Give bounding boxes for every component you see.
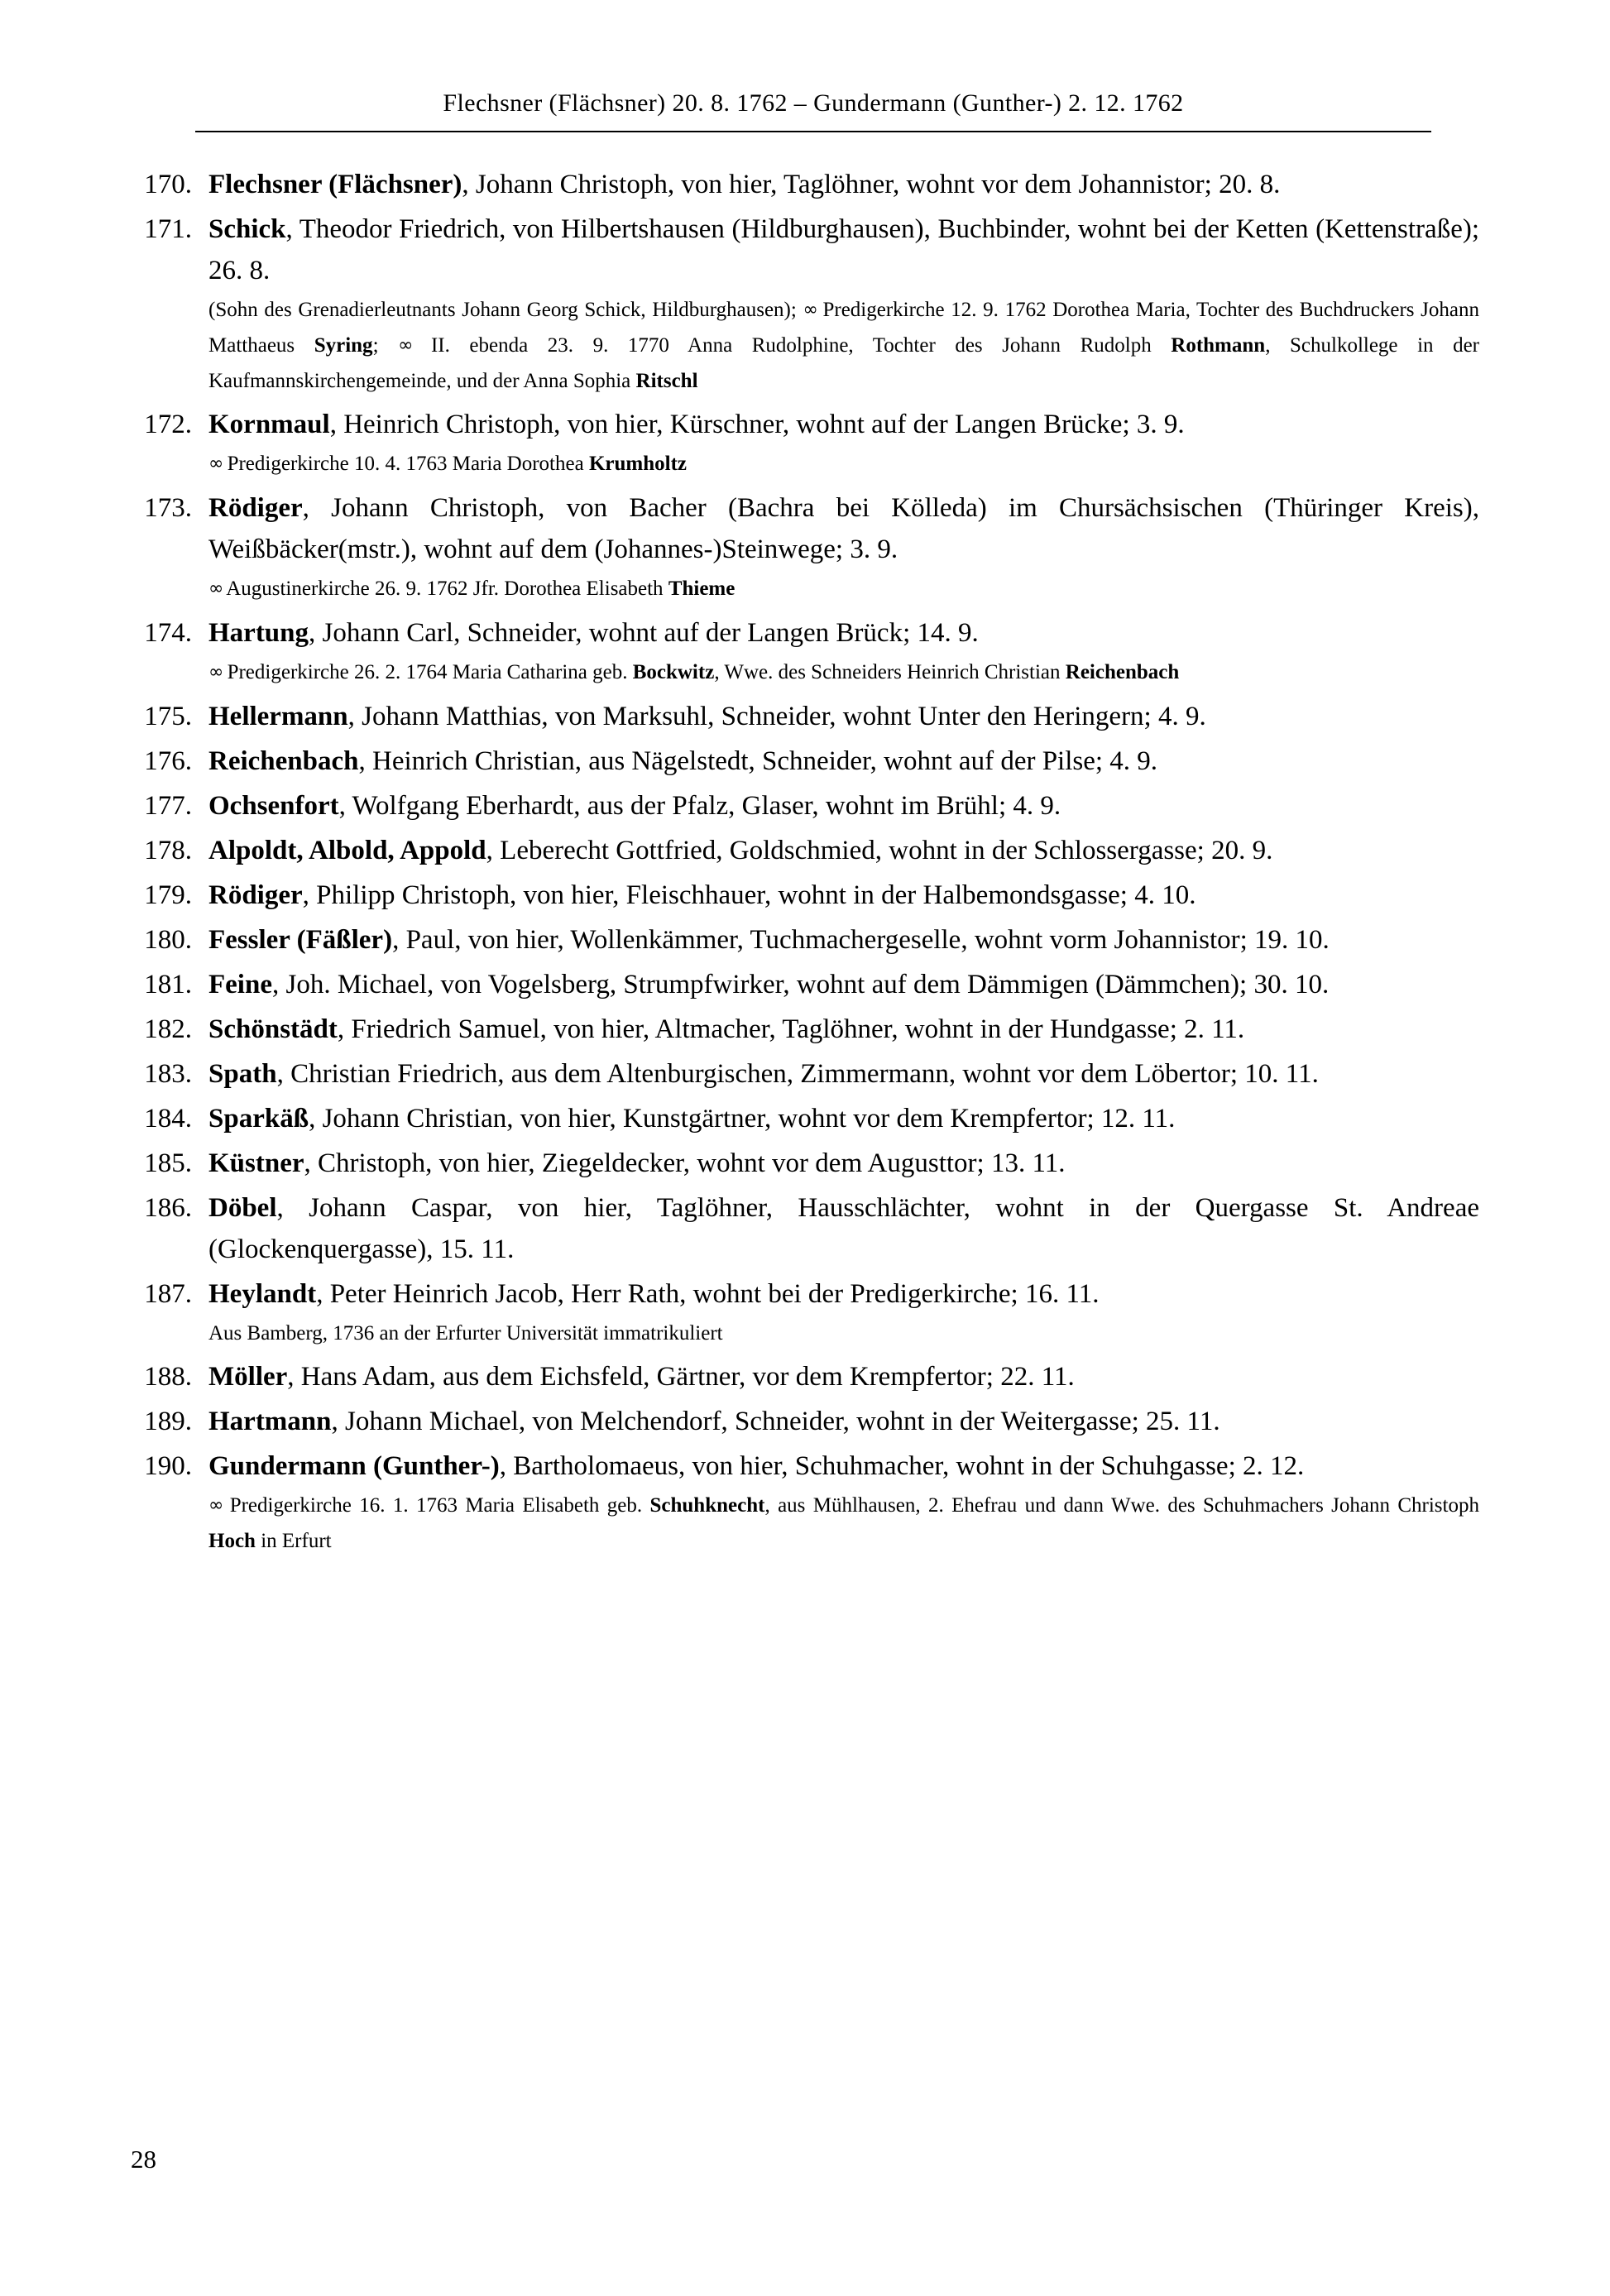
register-entry	[131, 1098, 1479, 1139]
annotation-name: Ritschl	[635, 370, 698, 392]
annotation-text: (Sohn des Grenadierleutnants Johann Georg Schick, Hildburghausen);	[208, 299, 803, 321]
annotation-text: , aus Mühlhausen, 2. Ehefrau und dann Wwe. des Schuhmachers Johann Christoph	[764, 1494, 1479, 1517]
entry-surname: Heylandt	[208, 1279, 317, 1309]
annotation-name: Hoch	[208, 1530, 256, 1552]
entry-number: 188.	[144, 1362, 192, 1392]
entry-text	[208, 1445, 1479, 1487]
entry-surname: Kornmaul	[208, 410, 330, 439]
register-entry	[131, 1009, 1479, 1050]
entry-annotation	[208, 655, 1479, 691]
annotation-name: Reichenbach	[1065, 661, 1180, 683]
entry-surname: Alpoldt, Albold, Appold	[208, 836, 486, 865]
entry-number: 179.	[144, 880, 192, 910]
page-number: 28	[131, 2145, 156, 2174]
entry-surname: Sparkäß	[208, 1104, 309, 1134]
entry-surname: Rödiger	[208, 880, 303, 910]
entry-details: , Johann Michael, von Melchendorf, Schneider, wohnt in der Weitergasse; 25. 11.	[331, 1407, 1220, 1436]
register-entry	[131, 785, 1479, 827]
annotation-name: Thieme	[668, 578, 736, 600]
entry-surname: Flechsner (Flächsner)	[208, 170, 462, 199]
entry-surname: Spath	[208, 1059, 277, 1089]
entry-number: 174.	[144, 618, 192, 648]
entry-details: , Christoph, von hier, Ziegeldecker, wohnt vor dem Augusttor; 13. 11.	[304, 1148, 1066, 1178]
entry-number: 178.	[144, 836, 192, 865]
register-entry	[131, 1273, 1479, 1351]
entry-surname: Hartung	[208, 618, 309, 648]
marriage-oo-symbol: ∞	[398, 335, 412, 356]
entry-number: 171.	[144, 214, 192, 244]
entry-text	[208, 1009, 1479, 1050]
register-entry	[131, 487, 1479, 607]
entry-details: , Peter Heinrich Jacob, Herr Rath, wohnt bei der Predigerkirche; 16. 11.	[316, 1279, 1100, 1309]
entry-number: 190.	[144, 1451, 192, 1481]
register-entry	[131, 1143, 1479, 1184]
entry-text	[208, 830, 1479, 871]
entry-annotation	[208, 293, 1479, 399]
entry-number: 184.	[144, 1104, 192, 1134]
entry-surname: Küstner	[208, 1148, 304, 1178]
entry-text	[208, 1401, 1479, 1442]
entry-surname: Schick	[208, 214, 286, 244]
marriage-oo-symbol: ∞	[208, 578, 223, 599]
entry-details: , Heinrich Christoph, von hier, Kürschner, wohnt auf der Langen Brücke; 3. 9.	[329, 410, 1185, 439]
register-entry	[131, 164, 1479, 205]
register-entry	[131, 1445, 1479, 1559]
marriage-oo-symbol: ∞	[208, 1495, 223, 1516]
entry-details: , Theodor Friedrich, von Hilbertshausen (Hildburghausen), Buchbinder, wohnt bei der Ketten (Kettenstraße); 26. 8.	[208, 214, 1479, 285]
entry-list	[131, 164, 1479, 1564]
entry-details: , Hans Adam, aus dem Eichsfeld, Gärtner, vor dem Krempfertor; 22. 11.	[287, 1362, 1075, 1392]
annotation-text: , Schulkollege in der Kaufmannskirchengemeinde, und der Anna Sophia	[208, 334, 1480, 392]
register-entry	[131, 741, 1479, 782]
entry-text	[208, 487, 1479, 570]
entry-text	[208, 1053, 1479, 1095]
entry-surname: Reichenbach	[208, 746, 359, 776]
running-head: Flechsner (Flächsner) 20. 8. 1762 – Gundermann (Gunther-) 2. 12. 1762	[443, 89, 1184, 117]
marriage-oo-symbol: ∞	[208, 662, 223, 683]
entry-annotation	[208, 447, 1479, 482]
entry-number: 170.	[144, 170, 192, 199]
entry-surname: Döbel	[208, 1193, 277, 1223]
entry-text	[208, 741, 1479, 782]
annotation-text: Predigerkirche 12. 9. 1762 Dorothea Maria, Tochter des Buchdruckers Johann Matthaeus	[208, 299, 1479, 357]
annotation-text: II. ebenda 23. 9. 1770 Anna Rudolphine, Tochter des Johann Rudolph	[411, 334, 1172, 357]
register-entry	[131, 919, 1479, 961]
annotation-name: Bockwitz	[632, 661, 715, 683]
entry-number: 181.	[144, 970, 192, 999]
annotation-name: Rothmann	[1171, 334, 1266, 357]
entry-surname: Ochsenfort	[208, 791, 339, 821]
entry-number: 175.	[144, 702, 192, 731]
annotation-text: Aus Bamberg, 1736 an der Erfurter Universität immatrikuliert	[208, 1322, 723, 1345]
entry-details: , Johann Christian, von hier, Kunstgärtner, wohnt vor dem Krempfertor; 12. 11.	[309, 1104, 1176, 1134]
entry-details: , Johann Matthias, von Marksuhl, Schneider, wohnt Unter den Heringern; 4. 9.	[347, 702, 1206, 731]
marriage-oo-symbol: ∞	[208, 453, 223, 474]
entry-text	[208, 785, 1479, 827]
marriage-oo-symbol: ∞	[803, 300, 817, 320]
entry-number: 172.	[144, 410, 192, 439]
entry-details: , Philipp Christoph, von hier, Fleischhauer, wohnt in der Halbemondsgasse; 4. 10.	[302, 880, 1196, 910]
entry-surname: Feine	[208, 970, 272, 999]
annotation-text: Augustinerkirche 26. 9. 1762 Jfr. Dorothea Elisabeth	[222, 578, 668, 600]
annotation-name: Schuhknecht	[649, 1494, 765, 1517]
entry-annotation	[208, 572, 1479, 607]
register-entry	[131, 1053, 1479, 1095]
entry-details: , Christian Friedrich, aus dem Altenburgischen, Zimmermann, wohnt vor dem Löbertor; 10. 11.	[276, 1059, 1319, 1089]
entry-text	[208, 1098, 1479, 1139]
entry-details: , Heinrich Christian, aus Nägelstedt, Schneider, wohnt auf der Pilse; 4. 9.	[358, 746, 1158, 776]
entry-text	[208, 919, 1479, 961]
entry-surname: Möller	[208, 1362, 288, 1392]
register-entry	[131, 1401, 1479, 1442]
register-entry	[131, 209, 1479, 399]
entry-details: , Johann Caspar, von hier, Taglöhner, Hausschlächter, wohnt in der Quergasse St. Andreae (Glockenquergasse), 15. 11.	[208, 1193, 1479, 1264]
register-entry	[131, 612, 1479, 691]
entry-surname: Hellermann	[208, 702, 348, 731]
entry-number: 185.	[144, 1148, 192, 1178]
entry-annotation	[208, 1488, 1479, 1559]
entry-text	[208, 1187, 1479, 1270]
register-entry	[131, 696, 1479, 737]
entry-number: 180.	[144, 925, 192, 955]
register-entry	[131, 964, 1479, 1005]
entry-number: 177.	[144, 791, 192, 821]
entry-details: , Friedrich Samuel, von hier, Altmacher, Taglöhner, wohnt in der Hundgasse; 2. 11.	[337, 1014, 1245, 1044]
register-entry	[131, 404, 1479, 482]
entry-text	[208, 1143, 1479, 1184]
entry-details: , Johann Christoph, von hier, Taglöhner, wohnt vor dem Johannistor; 20. 8.	[462, 170, 1281, 199]
annotation-name: Krumholtz	[588, 453, 687, 475]
annotation-text: Predigerkirche 16. 1. 1763 Maria Elisabeth geb.	[222, 1494, 650, 1517]
entry-surname: Gundermann (Gunther-)	[208, 1451, 500, 1481]
entry-details: , Wolfgang Eberhardt, aus der Pfalz, Glaser, wohnt im Brühl; 4. 9.	[338, 791, 1061, 821]
entry-details: , Paul, von hier, Wollenkämmer, Tuchmachergeselle, wohnt vorm Johannistor; 19. 10.	[392, 925, 1330, 955]
entry-text	[208, 875, 1479, 916]
entry-text	[208, 696, 1479, 737]
entry-text	[208, 209, 1479, 291]
annotation-text: in Erfurt	[255, 1530, 332, 1552]
register-entry	[131, 830, 1479, 871]
entry-details: , Bartholomaeus, von hier, Schuhmacher, wohnt in der Schuhgasse; 2. 12.	[499, 1451, 1305, 1481]
entry-text	[208, 404, 1479, 445]
entry-number: 186.	[144, 1193, 192, 1223]
entry-surname: Fessler (Fäßler)	[208, 925, 393, 955]
entry-details: , Johann Christoph, von Bacher (Bachra bei Kölleda) im Chursächsischen (Thüringer Kreis), Weißbäcker(mstr.), wohnt auf dem (Johannes-)Steinwege; 3. 9.	[208, 493, 1479, 564]
entry-details: , Leberecht Gottfried, Goldschmied, wohnt in der Schlossergasse; 20. 9.	[486, 836, 1273, 865]
entry-text	[208, 612, 1479, 654]
annotation-name: Syring	[314, 334, 373, 357]
entry-number: 182.	[144, 1014, 192, 1044]
entry-number: 176.	[144, 746, 192, 776]
entry-number: 183.	[144, 1059, 192, 1089]
entry-annotation	[208, 1316, 1479, 1351]
register-entry	[131, 875, 1479, 916]
entry-text	[208, 964, 1479, 1005]
entry-details: , Joh. Michael, von Vogelsberg, Strumpfwirker, wohnt auf dem Dämmigen (Dämmchen); 30. 10.	[271, 970, 1330, 999]
entry-number: 173.	[144, 493, 192, 523]
annotation-text: Predigerkirche 26. 2. 1764 Maria Catharina geb.	[222, 661, 633, 683]
header-rule	[195, 131, 1431, 132]
entry-surname: Rödiger	[208, 493, 303, 523]
entry-surname: Schönstädt	[208, 1014, 338, 1044]
entry-number: 189.	[144, 1407, 192, 1436]
entry-details: , Johann Carl, Schneider, wohnt auf der Langen Brück; 14. 9.	[309, 618, 979, 648]
annotation-text: , Wwe. des Schneiders Heinrich Christian	[714, 661, 1066, 683]
entry-text	[208, 1356, 1479, 1397]
entry-text	[208, 1273, 1479, 1315]
entry-surname: Hartmann	[208, 1407, 332, 1436]
annotation-text: ;	[372, 334, 399, 357]
entry-number: 187.	[144, 1279, 192, 1309]
entry-text	[208, 164, 1479, 205]
register-entry	[131, 1187, 1479, 1270]
register-entry	[131, 1356, 1479, 1397]
annotation-text: Predigerkirche 10. 4. 1763 Maria Dorothea	[222, 453, 589, 475]
